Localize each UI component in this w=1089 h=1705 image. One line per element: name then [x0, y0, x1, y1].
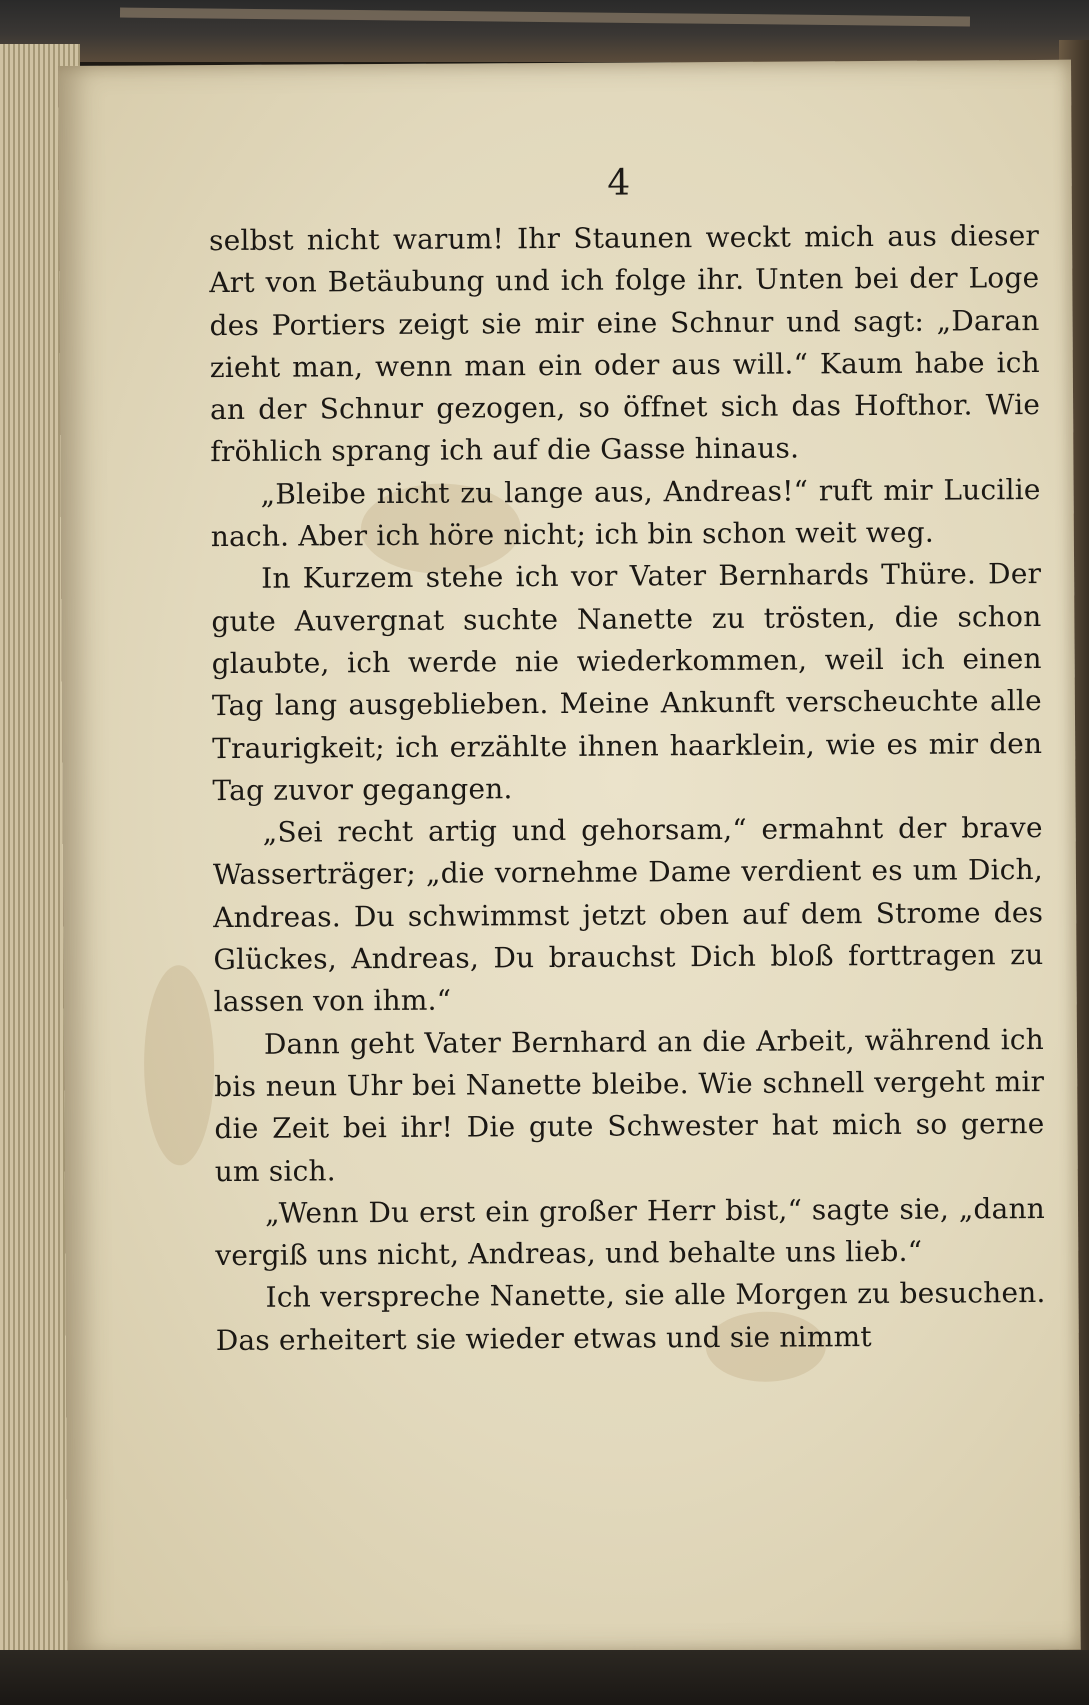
- paragraph: „Sei recht artig und gehorsam,“ ermahnt der brave Wasserträger; „die vornehme Dame verdient es um Dich, Andreas. Du schwimmst jetzt oben auf dem Strome des Glückes, Andreas, Du brauchst Dich bloß forttragen zu lassen von ihm.“: [212, 811, 1044, 1019]
- body-text: [209, 215, 1046, 1362]
- paragraph: „Wenn Du erst ein großer Herr bist,“ sagte sie, „dann vergiß uns nicht, Andreas, und behalte uns lieb.“: [215, 1191, 1046, 1273]
- paragraph: Ich verspreche Nanette, sie alle Morgen zu besuchen. Das erheitert sie wieder etwas und sie nimmt: [215, 1276, 1046, 1357]
- paragraph: Dann geht Vater Bernhard an die Arbeit, während ich bis neun Uhr bei Nanette bleibe. Wie schnell vergeht mir die Zeit bei ihr! Die gute Schwester hat mich so gerne um sich.: [214, 1022, 1045, 1188]
- book-page: [58, 60, 1081, 1656]
- page-number: 4: [607, 162, 631, 204]
- paragraph: „Bleibe nicht zu lange aus, Andreas!“ ruft mir Lucilie nach. Aber ich höre nicht; ich bin schon weit weg.: [210, 472, 1041, 554]
- scan-bottom-background: [0, 1650, 1089, 1705]
- paper-stain: [143, 965, 214, 1165]
- paragraph: In Kurzem stehe ich vor Vater Bernhards Thüre. Der gute Auvergnat suchte Nanette zu trösten, die schon glaubte, ich werde nie wiederkommen, weil ich einen Tag lang ausgeblieben. Meine Ankunft verscheuchte alle Traurigkeit; ich erzählte ihnen haarklein, wie es mir den Tag zuvor gegangen.: [211, 557, 1043, 807]
- book-cover-top-edge: [0, 0, 1089, 62]
- paragraph: selbst nicht warum! Ihr Staunen weckt mich aus dieser Art von Betäubung und ich folge ihr. Unten bei der Loge des Portiers zeigt sie mir eine Schnur und sagt: „Daran zieht man, wenn man ein oder aus will.“ Kaum habe ich an der Schnur gezogen, so öffnet sich das Hofthor. Wie fröhlich sprang ich auf die Gasse hinaus.: [208, 219, 1041, 469]
